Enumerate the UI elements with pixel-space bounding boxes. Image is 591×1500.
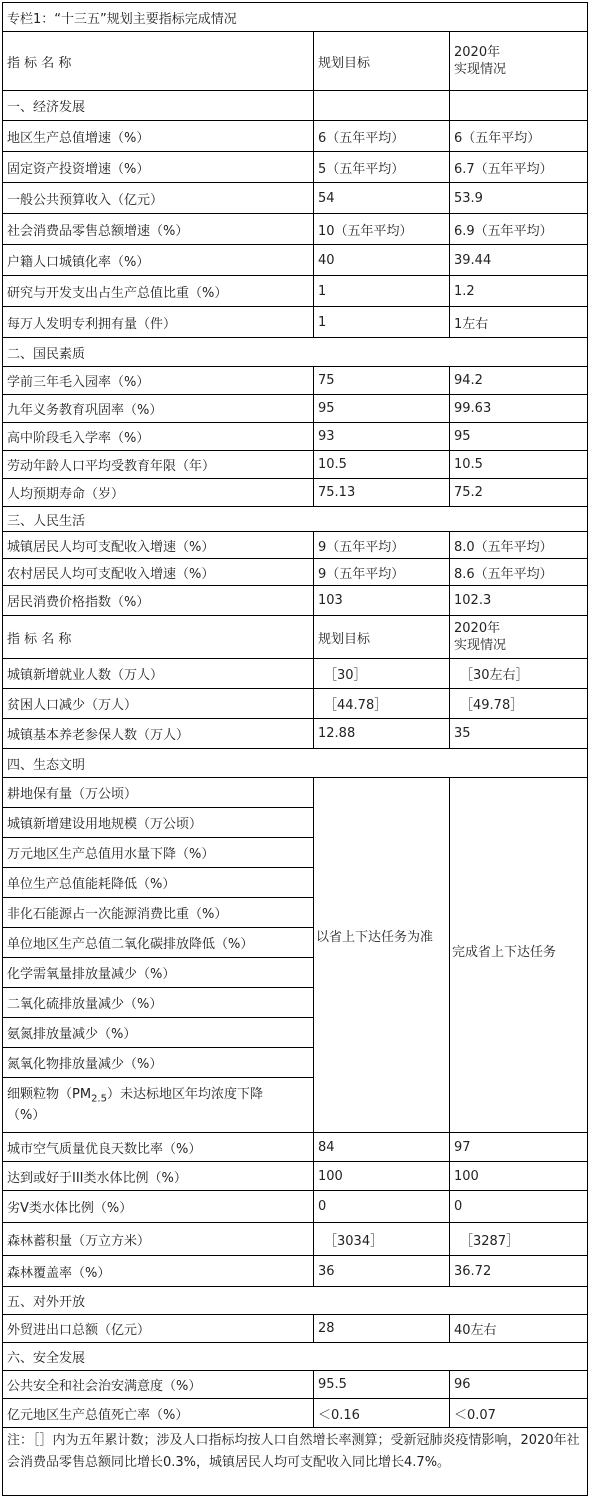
result-value: 53.9 bbox=[454, 190, 483, 206]
pm25-indicator bbox=[3, 1078, 313, 1132]
header-result-line2: 实现情况 bbox=[454, 62, 507, 77]
result-value: 8.0（五年平均） bbox=[454, 539, 553, 555]
target-value: 36 bbox=[318, 1263, 335, 1279]
indicator-name: 研究与开发支出占生产总值比重（%） bbox=[7, 285, 228, 301]
target-value: 40 bbox=[318, 252, 335, 268]
result-value: 6.7（五年平均） bbox=[454, 161, 553, 177]
indicator-name: 九年义务教育巩固率（%） bbox=[7, 403, 163, 418]
eco-result-value: 完成省上下达任务 bbox=[452, 945, 557, 960]
result-value: 36.72 bbox=[454, 1263, 492, 1279]
indicator-name: 亿元地区生产总值死亡率（%） bbox=[7, 1407, 189, 1423]
pm25-subscript: 2.5 bbox=[91, 1093, 107, 1105]
table-row bbox=[3, 532, 587, 558]
table-row bbox=[3, 559, 587, 585]
indicator-name: 外贸进出口总额（亿元） bbox=[7, 1323, 151, 1338]
indicator-name: 户籍人口城镇化率（%） bbox=[7, 254, 150, 270]
eco-row bbox=[3, 1048, 587, 1077]
table-row bbox=[3, 183, 587, 213]
target-value: 95 bbox=[318, 401, 335, 416]
table-row bbox=[3, 479, 587, 506]
table-row bbox=[3, 1399, 587, 1427]
table-row bbox=[3, 245, 587, 275]
section-label: 六、安全发展 bbox=[7, 1351, 86, 1366]
target-value: 0 bbox=[318, 1199, 327, 1214]
table-row bbox=[3, 121, 587, 151]
header-result-line1: 2020年 bbox=[454, 45, 501, 60]
table-row bbox=[3, 1315, 587, 1342]
header-indicator-name: 指 标 名 称 bbox=[7, 631, 72, 647]
indicator-name: 固定资产投资增速（%） bbox=[7, 161, 150, 177]
indicator-name: 劣V类水体比例（%） bbox=[7, 1201, 133, 1216]
pm25-text-after: ）未达标地区年均浓度下降 bbox=[106, 1086, 263, 1102]
target-value: 12.88 bbox=[318, 726, 356, 741]
target-value: 9（五年平均） bbox=[318, 566, 405, 582]
result-value: 6（五年平均） bbox=[454, 130, 541, 146]
section-label: 二、国民素质 bbox=[7, 346, 86, 362]
indicator-name: 耕地保有量（万公顷） bbox=[7, 787, 138, 802]
indicator-name: 氨氮排放量减少（%） bbox=[7, 1027, 137, 1042]
target-value: ［44.78］ bbox=[324, 698, 388, 713]
indicator-name: 森林覆盖率（%） bbox=[7, 1265, 111, 1281]
table-row bbox=[3, 1191, 587, 1222]
target-value: 1 bbox=[318, 283, 327, 299]
table-row bbox=[3, 689, 587, 718]
result-value: 96 bbox=[454, 1377, 471, 1392]
table-row bbox=[3, 423, 587, 450]
indicator-name: 贫困人口减少（万人） bbox=[7, 698, 138, 713]
result-value: 99.63 bbox=[454, 401, 492, 416]
header-result bbox=[450, 32, 587, 90]
table-row bbox=[3, 307, 587, 337]
table-note: 注：［］内为五年累计数；涉及人口指标均按人口自然增长率测算；受新冠肺炎疫情影响，2020年社会消费品零售总额同比增长0.3%，城镇居民人均可支配收入同比增长4.7%。 bbox=[7, 1433, 580, 1470]
result-value: 97 bbox=[454, 1139, 471, 1155]
target-value: 75.13 bbox=[318, 485, 356, 500]
indicator-name: 人均预期寿命（岁） bbox=[7, 487, 125, 502]
indicator-name: 地区生产总值增速（%） bbox=[7, 130, 150, 146]
table-title: 专栏1：“十三五”规划主要指标完成情况 bbox=[7, 11, 237, 27]
result-value: ＜0.07 bbox=[454, 1407, 496, 1423]
target-value: 75 bbox=[318, 373, 335, 388]
result-value: 10.5 bbox=[454, 457, 483, 472]
indicator-name: 单位生产总值能耗降低（%） bbox=[7, 877, 176, 892]
table-row bbox=[3, 719, 587, 748]
indicator-name: 城镇新增建设用地规模（万公顷） bbox=[7, 817, 203, 832]
indicator-name: 高中阶段毛入学率（%） bbox=[7, 431, 150, 446]
pm25-text-before: 细颗粒物（PM bbox=[7, 1086, 92, 1102]
table-row bbox=[3, 1133, 587, 1161]
indicator-name: 万元地区生产总值用水量下降（%） bbox=[7, 847, 215, 862]
header-target: 规划目标 bbox=[318, 55, 371, 71]
indicator-name: 一般公共预算收入（亿元） bbox=[7, 192, 164, 208]
result-value: 0 bbox=[454, 1199, 463, 1214]
indicator-name: 二氧化硫排放量减少（%） bbox=[7, 997, 163, 1012]
table-row bbox=[3, 367, 587, 394]
target-value: ［3034］ bbox=[324, 1233, 384, 1249]
table-row bbox=[3, 1223, 587, 1255]
result-value: 1左右 bbox=[454, 316, 489, 332]
indicator-name: 居民消费价格指数（%） bbox=[7, 595, 150, 610]
eco-row bbox=[3, 1018, 587, 1047]
pm25-line1 bbox=[7, 1086, 263, 1108]
table-row bbox=[3, 1371, 587, 1398]
indicator-name: 非化石能源占一次能源消费比重（%） bbox=[7, 907, 228, 922]
indicator-name: 学前三年毛入园率（%） bbox=[7, 375, 150, 390]
eco-target-value: 以省上下达任务为准 bbox=[316, 930, 434, 945]
result-value: ［3287］ bbox=[460, 1233, 520, 1249]
table-row bbox=[3, 152, 587, 182]
result-value: 94.2 bbox=[454, 373, 483, 388]
eco-row bbox=[3, 898, 587, 927]
table-row bbox=[3, 451, 587, 478]
target-value: ［30］ bbox=[324, 668, 367, 683]
eco-row bbox=[3, 838, 587, 867]
section-header bbox=[3, 1343, 587, 1370]
header-result-line1: 2020年 bbox=[454, 621, 501, 636]
indicator-name: 公共安全和社会治安满意度（%） bbox=[7, 1379, 202, 1394]
eco-row bbox=[3, 778, 587, 807]
indicator-name: 化学需氧量排放量减少（%） bbox=[7, 967, 176, 982]
result-value: ［30左右］ bbox=[460, 668, 529, 683]
target-value: 10.5 bbox=[318, 457, 347, 472]
pm25-line2: （%） bbox=[7, 1108, 46, 1124]
result-value: 39.44 bbox=[454, 252, 492, 268]
indicator-table bbox=[2, 2, 588, 1496]
table-title-row bbox=[3, 3, 587, 31]
section-label: 五、对外开放 bbox=[7, 1295, 86, 1310]
section-header bbox=[3, 507, 587, 531]
section-header bbox=[3, 749, 587, 777]
result-value: 1.2 bbox=[454, 283, 475, 299]
eco-row bbox=[3, 988, 587, 1017]
target-value: 103 bbox=[318, 593, 343, 608]
eco-row bbox=[3, 808, 587, 837]
header-row bbox=[3, 616, 587, 658]
indicator-name: 达到或好于III类水体比例（%） bbox=[7, 1170, 187, 1186]
indicator-name: 氮氧化物排放量减少（%） bbox=[7, 1057, 163, 1072]
header-indicator-name: 指 标 名 称 bbox=[7, 55, 72, 71]
result-value: 95 bbox=[454, 429, 471, 444]
section-header bbox=[3, 338, 587, 366]
target-value: 1 bbox=[318, 314, 327, 330]
table-row bbox=[3, 586, 587, 615]
result-value: 100 bbox=[454, 1168, 479, 1184]
table-row bbox=[3, 659, 587, 688]
target-value: 93 bbox=[318, 429, 335, 444]
target-value: 6（五年平均） bbox=[318, 130, 405, 146]
eco-row bbox=[3, 868, 587, 897]
header-row bbox=[3, 32, 587, 90]
target-value: 95.5 bbox=[318, 1377, 347, 1392]
target-value: 9（五年平均） bbox=[318, 539, 405, 555]
indicator-name: 城镇居民人均可支配收入增速（%） bbox=[7, 539, 215, 555]
indicator-name: 社会消费品零售总额增速（%） bbox=[7, 223, 189, 239]
indicator-name: 劳动年龄人口平均受教育年限（年） bbox=[7, 459, 216, 474]
header-result-line2: 实现情况 bbox=[454, 638, 507, 653]
target-value: 28 bbox=[318, 1321, 335, 1336]
section-label: 一、经济发展 bbox=[7, 100, 86, 115]
table-row bbox=[3, 1256, 587, 1286]
result-value: 40左右 bbox=[454, 1323, 497, 1338]
result-value: 102.3 bbox=[454, 593, 492, 608]
result-value: ［49.78］ bbox=[460, 698, 524, 713]
result-value: 35 bbox=[454, 726, 471, 741]
table-row bbox=[3, 1162, 587, 1190]
section-header bbox=[3, 91, 587, 120]
eco-row bbox=[3, 1078, 587, 1132]
target-value: 5（五年平均） bbox=[318, 161, 405, 177]
header-target: 规划目标 bbox=[318, 631, 371, 647]
indicator-name: 森林蓄积量（万立方米） bbox=[7, 1233, 151, 1249]
indicator-name: 单位地区生产总值二氧化碳排放降低（%） bbox=[7, 937, 254, 952]
result-value: 75.2 bbox=[454, 485, 483, 500]
table-row bbox=[3, 214, 587, 244]
indicator-name: 每万人发明专利拥有量（件） bbox=[7, 316, 177, 332]
target-value: 10（五年平均） bbox=[318, 223, 413, 239]
target-value: 54 bbox=[318, 190, 335, 206]
target-value: 100 bbox=[318, 1168, 343, 1184]
indicator-name: 城镇基本养老参保人数（万人） bbox=[7, 728, 190, 743]
section-label: 四、生态文明 bbox=[7, 757, 86, 773]
target-value: 84 bbox=[318, 1139, 335, 1155]
table-row bbox=[3, 395, 587, 422]
target-value: ＜0.16 bbox=[318, 1407, 360, 1423]
header-result bbox=[450, 616, 587, 658]
indicator-name: 城市空气质量优良天数比率（%） bbox=[7, 1141, 202, 1157]
indicator-name: 农村居民人均可支配收入增速（%） bbox=[7, 566, 215, 582]
section-header bbox=[3, 1287, 587, 1314]
result-value: 8.6（五年平均） bbox=[454, 566, 553, 582]
indicator-name: 城镇新增就业人数（万人） bbox=[7, 668, 164, 683]
result-value: 6.9（五年平均） bbox=[454, 223, 553, 239]
table-row bbox=[3, 276, 587, 306]
section-label: 三、人民生活 bbox=[7, 513, 86, 529]
